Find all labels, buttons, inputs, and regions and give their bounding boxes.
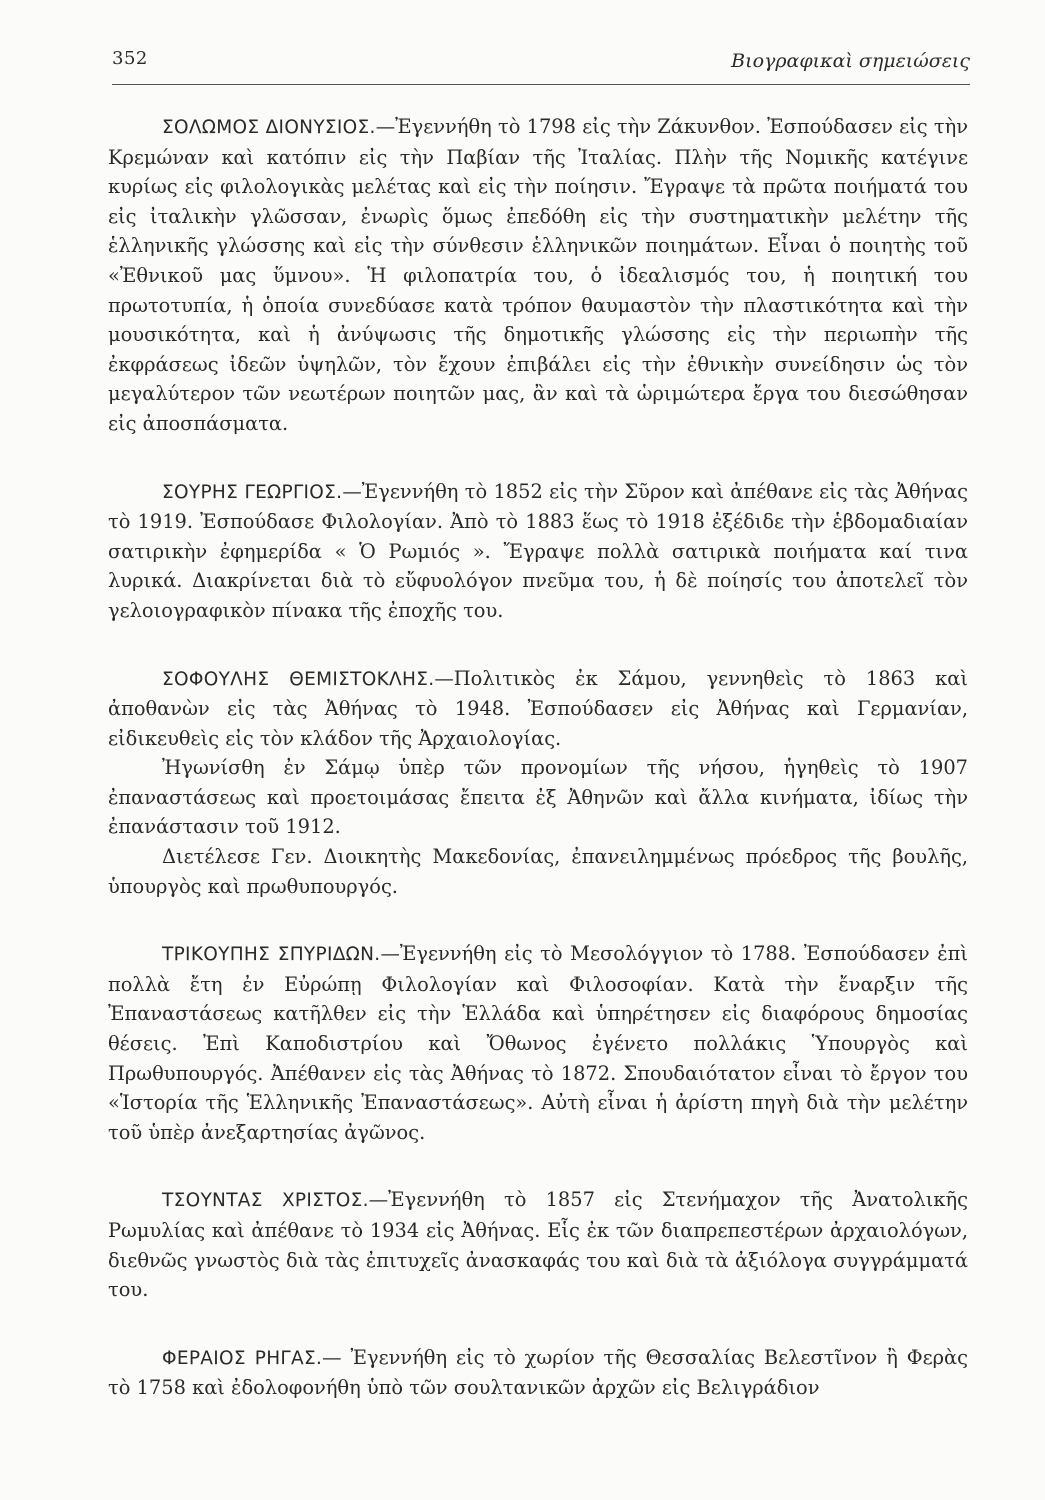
entry-text: —Ἐγεννήθη τὸ 1852 εἰς τὴν Σῦρον καὶ ἀπέθανε εἰς τὰς Ἀθήνας τὸ 1919. Ἐσπούδασε Φιλολογίαν. Ἀπὸ τὸ 1883 ἕως τὸ 1918 ἐξέδιδε τὴν ἑβδομαδιαίαν σατιρικὴν ἐφημερίδα « Ὁ Ρωμιός ». Ἔγραψε πολλὰ σατιρικὰ ποιήματα καί τινα λυρικά. Διακρίνεται διὰ τὸ εὔφυολόγον πνεῦμα του, ἡ δὲ ποίησίς του ἀποτελεῖ τὸν γελοιογραφικὸν πίνακα τῆς ἐποχῆς του.	[108, 479, 968, 622]
entry-tsountas	[108, 1185, 968, 1304]
entry-name: ΤΣΟΥΝΤΑΣ ΧΡΙΣΤΟΣ.	[162, 1190, 369, 1212]
page-number: 352	[112, 48, 148, 69]
header-rule	[112, 84, 970, 85]
entry-name: ΣΟΦΟΥΛΗΣ ΘΕΜΙΣΤΟΚΛΗΣ.	[162, 668, 435, 690]
entry-name: ΣΟΥΡΗΣ ΓΕΩΡΓΙΟΣ.	[162, 481, 343, 503]
biography-entries	[108, 112, 968, 1441]
page-header	[112, 44, 970, 84]
entry-paragraph	[108, 664, 968, 754]
entry-paragraph	[108, 1343, 968, 1403]
running-head: Βιογραφικαὶ σημειώσεις	[731, 50, 970, 72]
entry-paragraph	[108, 477, 968, 626]
entry-paragraph	[108, 939, 968, 1147]
entry-paragraph	[108, 1185, 968, 1304]
entry-text: —Πολιτικὸς ἐκ Σάμου, γεννηθεὶς τὸ 1863 καὶ ἀποθανὼν εἰς τὰς Ἀθήνας τὸ 1948. Ἐσπούδασεν εἰς Ἀθήνας καὶ Γερμανίαν, εἰδικευθεὶς εἰς τὸν κλάδον τῆς Ἀρχαιολογίας.	[108, 666, 968, 750]
entry-paragraph: Ἠγωνίσθη ἐν Σάμῳ ὑπὲρ τῶν προνομίων τῆς νήσου, ἡγηθεὶς τὸ 1907 ἐπαναστάσεως καὶ προετοιμάσας ἔπειτα ἐξ Ἀθηνῶν καὶ ἄλλα κινήματα, ἰδίως τὴν ἐπανάστασιν τοῦ 1912.	[108, 756, 968, 839]
entry-souris	[108, 477, 968, 626]
entry-feraios	[108, 1343, 968, 1403]
entry-solomos	[108, 112, 968, 439]
entry-text: —Ἐγεννήθη τὸ 1798 εἰς τὴν Ζάκυνθον. Ἐσπούδασεν εἰς τὴν Κρεμώναν καὶ κατόπιν εἰς τὴν Παβίαν τῆς Ἰταλίας. Πλὴν τῆς Νομικῆς κατέγινε κυρίως εἰς φιλολογικὰς μελέτας καὶ εἰς τὴν ποίησιν. Ἔγραψε τὰ πρῶτα ποιήματά του εἰς ἰταλικὴν γλῶσσαν, ἐνωρὶς ὅμως ἐπεδόθη εἰς τὴν συστηματικὴν μελέτην τῆς ἑλληνικῆς γλώσσης καὶ εἰς τὴν σύνθεσιν ἑλληνικῶν ποιημάτων. Εἶναι ὁ ποιητὴς τοῦ «Ἐθνικοῦ μας ὕμνου». Ἡ φιλοπατρία του, ὁ ἰδεαλισμός του, ἡ ποιητική του πρωτοτυπία, ἡ ὁποία συνεδύασε κατὰ τρόπον θαυμαστὸν τὴν πλαστικότητα καὶ τὴν μουσικότητα, καὶ ἡ ἀνύψωσις τῆς δημοτικῆς γλώσσης εἰς τὴν περιωπὴν τῆς ἐκφράσεως ἰδεῶν ὑψηλῶν, τὸν ἔχουν ἐπιβάλει εἰς τὴν ἐθνικὴν συνείδησιν ὡς τὸν μεγαλύτερον τῶν νεωτέρων ποιητῶν μας, ἂν καὶ τὰ ὡριμώτερα ἔργα του διεσώθησαν εἰς ἀποσπάσματα.	[108, 115, 969, 435]
entry-name: ΦΕΡΑΙΟΣ ΡΗΓΑΣ.	[162, 1347, 323, 1369]
entry-paragraph: Διετέλεσε Γεν. Διοικητὴς Μακεδονίας, ἐπανειλημμένως πρόεδρος τῆς βουλῆς, ὑπουργὸς καὶ πρωθυπουργός.	[108, 845, 968, 898]
entry-trikoupis	[108, 939, 968, 1147]
entry-name: ΣΟΛΩΜΟΣ ΔΙΟΝΥΣΙΟΣ.	[162, 117, 376, 138]
entry-text: — Ἐγεννήθη εἰς τὸ χωρίον τῆς Θεσσαλίας Βελεστῖνον ἢ Φερὰς τὸ 1758 καὶ ἐδολοφονήθη ὑπὸ τῶν σουλτανικῶν ἀρχῶν εἰς Βελιγράδιον	[108, 1345, 968, 1400]
entry-name: ΤΡΙΚΟΥΠΗΣ ΣΠΥΡΙΔΩΝ.	[162, 944, 381, 966]
entry-sofoulis	[108, 664, 968, 902]
entry-paragraph	[108, 112, 968, 439]
entry-text: —Ἐγεννήθη τὸ 1857 εἰς Στενήμαχον τῆς Ἀνατολικῆς Ρωμυλίας καὶ ἀπέθανε τὸ 1934 εἰς Ἀθήνας. Εἷς ἐκ τῶν διαπρεπεστέρων ἀρχαιολόγων, διεθνῶς γνωστὸς διὰ τὰς ἐπιτυχεῖς ἀνασκαφάς του καὶ διὰ τὰ ἀξιόλογα συγγράμματά του.	[108, 1188, 968, 1302]
entry-text: —Ἐγεννήθη εἰς τὸ Μεσολόγγιον τὸ 1788. Ἐσπούδασεν ἐπὶ πολλὰ ἔτη ἐν Εὐρώπῃ Φιλολογίαν καὶ Φιλοσοφίαν. Κατὰ τὴν ἔναρξιν τῆς Ἐπαναστάσεως κατῆλθεν εἰς τὴν Ἑλλάδα καὶ ὑπηρέτησεν εἰς διαφόρους δημοσίας θέσεις. Ἐπὶ Καποδιστρίου καὶ Ὄθωνος ἐγένετο πολλάκις Ὑπουργὸς καὶ Πρωθυπουργός. Ἀπέθανεν εἰς τὰς Ἀθήνας τὸ 1872. Σπουδαιότατον εἶναι τὸ ἔργον του «Ἱστορία τῆς Ἑλληνικῆς Ἐπαναστάσεως». Αὐτὴ εἶναι ἡ ἀρίστη πηγὴ διὰ τὴν μελέτην τοῦ ὑπὲρ ἀνεξαρτησίας ἀγῶνος.	[108, 942, 968, 1144]
